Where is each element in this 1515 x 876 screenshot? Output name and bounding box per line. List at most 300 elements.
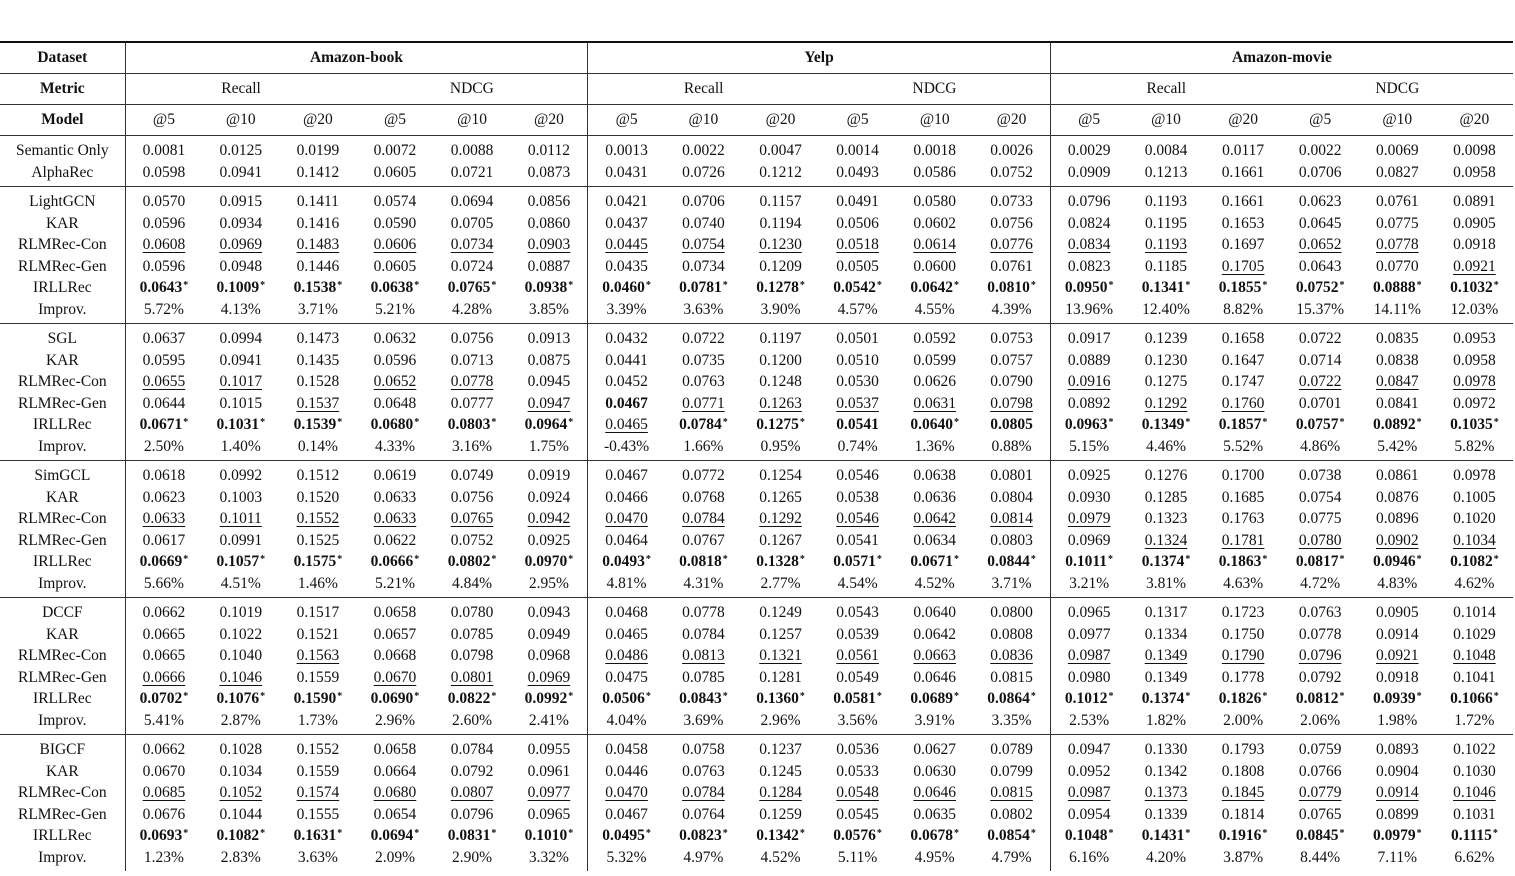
metric-value: 0.0642 xyxy=(913,510,957,527)
metric-value: 0.0735 xyxy=(682,351,725,369)
metric-value: 0.0665 xyxy=(142,647,186,664)
metric-value-cell xyxy=(1127,414,1204,436)
metric-value-cell xyxy=(819,324,896,350)
metric-value-cell xyxy=(279,735,356,761)
metric-value-cell xyxy=(1127,551,1204,573)
metric-value: 0.1265 xyxy=(759,488,802,506)
metric-value-cell xyxy=(511,847,588,872)
metric-value-cell xyxy=(665,393,742,415)
significance-star: * xyxy=(876,554,882,565)
metric-value-cell xyxy=(742,162,819,187)
metric-value-cell xyxy=(202,371,279,393)
metric-value: 0.0992 xyxy=(524,690,568,707)
metric-value-cell xyxy=(279,782,356,804)
metric-value-cell xyxy=(125,324,202,350)
metric-value: 0.1010 xyxy=(524,827,568,844)
cutoff-header: @5 xyxy=(1050,105,1127,136)
metric-value-cell xyxy=(356,573,433,598)
metric-value-cell xyxy=(896,530,973,552)
metric-value-cell xyxy=(1282,393,1359,415)
metric-value: 0.0648 xyxy=(373,394,417,412)
significance-star: * xyxy=(1262,828,1268,839)
metric-value: 4.86% xyxy=(1300,437,1341,455)
metric-value: 0.0445 xyxy=(605,236,648,253)
table-row xyxy=(0,847,1513,872)
metric-value-cell xyxy=(973,508,1050,530)
model-name: RLMRec-Con xyxy=(0,782,125,804)
metric-value-cell xyxy=(819,393,896,415)
metric-value-cell xyxy=(665,350,742,372)
metric-value: 0.0470 xyxy=(605,510,648,527)
metric-value: 0.0467 xyxy=(605,805,648,823)
metric-value-cell xyxy=(434,551,511,573)
metric-value-cell xyxy=(896,256,973,278)
metric-value: 0.1259 xyxy=(759,805,802,823)
metric-value-cell xyxy=(1359,573,1436,598)
cutoff-header: @20 xyxy=(279,105,356,136)
metric-value: 0.0199 xyxy=(296,142,340,159)
metric-value-cell xyxy=(819,508,896,530)
metric-value-cell xyxy=(279,213,356,235)
metric-value-cell xyxy=(511,187,588,213)
metric-value-cell xyxy=(973,136,1050,162)
significance-star: * xyxy=(337,280,343,291)
metric-value-cell xyxy=(202,551,279,573)
metric-value-cell xyxy=(1436,256,1513,278)
metric-value-cell xyxy=(973,825,1050,847)
metric-value: 0.0942 xyxy=(527,510,571,527)
metric-value-cell xyxy=(588,187,665,213)
metric-value: 0.0756 xyxy=(450,330,494,347)
metric-value-cell xyxy=(588,436,665,461)
metric-value: 0.0952 xyxy=(1067,762,1111,780)
metric-value: 0.0666 xyxy=(142,668,186,686)
table-row xyxy=(0,461,1513,487)
model-name: RLMRec-Gen xyxy=(0,256,125,278)
model-name: RLMRec-Con xyxy=(0,645,125,667)
model-name: RLMRec-Gen xyxy=(0,393,125,415)
significance-star: * xyxy=(1339,280,1345,291)
metric-value: 0.0763 xyxy=(1298,604,1342,621)
metric-value-cell xyxy=(742,256,819,278)
metric-value: 0.0843 xyxy=(679,690,722,707)
metric-value: 0.0784 xyxy=(679,416,722,433)
table-row xyxy=(0,645,1513,667)
metric-value: 0.1373 xyxy=(1144,784,1188,801)
metric-value-cell xyxy=(1359,187,1436,213)
metric-value: 0.0759 xyxy=(1298,741,1342,758)
metric-value: 0.0668 xyxy=(373,647,417,664)
metric-value-cell xyxy=(819,551,896,573)
metric-value: 0.1029 xyxy=(1453,625,1496,643)
metric-value: 0.1416 xyxy=(296,214,340,232)
metric-value-cell xyxy=(356,761,433,783)
metric-value: 0.1031 xyxy=(1453,805,1496,823)
metric-value-cell xyxy=(511,461,588,487)
significance-star: * xyxy=(1030,691,1036,702)
metric-value-cell xyxy=(202,573,279,598)
metric-value: 0.0812 xyxy=(1295,690,1339,707)
metric-value: 5.82% xyxy=(1454,437,1495,455)
metric-value-cell xyxy=(1205,710,1282,735)
significance-star: * xyxy=(722,828,728,839)
metric-value-cell xyxy=(1359,530,1436,552)
metric-value-cell xyxy=(896,371,973,393)
metric-value-cell xyxy=(896,782,973,804)
metric-value-cell xyxy=(896,277,973,299)
metric-value-cell xyxy=(1127,187,1204,213)
metric-value-cell xyxy=(665,573,742,598)
significance-star: * xyxy=(1262,280,1268,291)
significance-star: * xyxy=(1416,691,1422,702)
metric-value: 0.0117 xyxy=(1222,142,1265,159)
metric-value-cell xyxy=(1050,847,1127,872)
metric-value-cell xyxy=(356,782,433,804)
metric-value: 0.0642 xyxy=(913,625,957,643)
metric-value-cell xyxy=(1282,136,1359,162)
metric-value-cell xyxy=(896,414,973,436)
metric-value-cell xyxy=(1205,234,1282,256)
metric-value: 5.66% xyxy=(143,574,184,592)
metric-value-cell xyxy=(511,573,588,598)
significance-star: * xyxy=(799,691,805,702)
cutoff-header: @5 xyxy=(588,105,665,136)
metric-value-cell xyxy=(356,598,433,624)
significance-star: * xyxy=(568,554,574,565)
metric-value-cell xyxy=(665,371,742,393)
metric-value-cell xyxy=(434,735,511,761)
model-name: RLMRec-Con xyxy=(0,234,125,256)
metric-value-cell xyxy=(588,551,665,573)
metric-value-cell xyxy=(511,804,588,826)
significance-star: * xyxy=(1108,280,1114,291)
metric-value: 0.0803 xyxy=(990,531,1033,549)
metric-value: 0.0726 xyxy=(682,163,725,181)
metric-value: 0.0713 xyxy=(450,351,494,369)
model-name: SGL xyxy=(0,324,125,350)
metric-value-cell xyxy=(742,371,819,393)
metric-ndcg: NDCG xyxy=(356,74,587,105)
metric-value-cell xyxy=(279,530,356,552)
metric-value-cell xyxy=(1127,213,1204,235)
metric-value: 0.74% xyxy=(837,437,878,455)
metric-value-cell xyxy=(1205,371,1282,393)
metric-value-cell xyxy=(202,487,279,509)
metric-value: 0.0633 xyxy=(373,510,417,527)
metric-value: 4.46% xyxy=(1145,437,1187,455)
metric-value: 0.0779 xyxy=(1298,784,1342,801)
metric-value-cell xyxy=(125,350,202,372)
metric-value-cell xyxy=(434,436,511,461)
metric-value-cell xyxy=(511,598,588,624)
metric-value-cell xyxy=(1127,256,1204,278)
metric-value: 0.0914 xyxy=(1375,625,1419,643)
metric-value-cell xyxy=(1205,487,1282,509)
metric-value-cell xyxy=(742,761,819,783)
metric-value: 0.1157 xyxy=(759,193,802,210)
metric-value-cell xyxy=(1282,624,1359,646)
metric-value: 0.0970 xyxy=(524,553,568,570)
metric-value-cell xyxy=(1127,136,1204,162)
metric-value: 4.52% xyxy=(914,574,955,592)
metric-value-cell xyxy=(1282,645,1359,667)
metric-value: 0.0904 xyxy=(1375,762,1419,780)
metric-value: 0.0805 xyxy=(990,416,1033,433)
metric-value: 0.0876 xyxy=(1375,488,1419,506)
metric-value: 0.1022 xyxy=(1453,741,1496,758)
metric-value-cell xyxy=(125,461,202,487)
metric-value-cell xyxy=(434,324,511,350)
metric-value: 0.1012 xyxy=(1064,690,1108,707)
metric-value: 0.0022 xyxy=(682,142,725,159)
metric-value-cell xyxy=(665,782,742,804)
metric-value: 0.0835 xyxy=(1375,330,1419,347)
metric-value: 0.1517 xyxy=(296,604,340,621)
metric-value: 0.1263 xyxy=(759,394,802,412)
metric-value: 0.0979 xyxy=(1067,510,1111,527)
metric-value: 0.1814 xyxy=(1221,805,1265,823)
metric-value-cell xyxy=(1127,598,1204,624)
metric-value-cell xyxy=(665,162,742,187)
metric-value-cell xyxy=(356,667,433,689)
metric-value: 0.0854 xyxy=(987,827,1030,844)
metric-ndcg: NDCG xyxy=(1282,74,1513,105)
metric-value: 0.0803 xyxy=(447,416,491,433)
metric-value: 0.0733 xyxy=(990,193,1033,210)
metric-value: 0.0915 xyxy=(219,193,263,210)
metric-value: 0.0642 xyxy=(910,279,954,296)
metric-value-cell xyxy=(742,436,819,461)
metric-value: 0.0605 xyxy=(373,163,417,181)
dataset-label: Dataset xyxy=(0,42,125,74)
metric-value: 0.0421 xyxy=(605,193,648,210)
metric-value: 0.0777 xyxy=(450,394,494,412)
metric-value: 0.0838 xyxy=(1375,351,1419,369)
metric-value-cell xyxy=(742,324,819,350)
significance-star: * xyxy=(1185,828,1191,839)
metric-value: 2.90% xyxy=(452,848,493,866)
significance-star: * xyxy=(337,828,343,839)
metric-value: 0.0896 xyxy=(1375,510,1419,527)
metric-value: 0.0602 xyxy=(913,214,957,232)
model-name: RLMRec-Con xyxy=(0,371,125,393)
metric-value-cell xyxy=(356,825,433,847)
metric-value-cell xyxy=(1050,508,1127,530)
metric-value-cell xyxy=(511,162,588,187)
metric-value-cell xyxy=(125,487,202,509)
metric-value-cell xyxy=(665,688,742,710)
metric-value-cell xyxy=(1050,187,1127,213)
metric-value: 0.0770 xyxy=(1375,257,1419,275)
metric-value: 0.0979 xyxy=(1372,827,1416,844)
metric-value: 0.0533 xyxy=(836,762,879,780)
metric-value-cell xyxy=(1282,487,1359,509)
metric-value-cell xyxy=(896,324,973,350)
metric-value: 0.0112 xyxy=(527,142,570,159)
metric-value-cell xyxy=(973,573,1050,598)
metric-value: 0.1230 xyxy=(1144,351,1188,369)
significance-star: * xyxy=(260,417,266,428)
metric-value: 0.0831 xyxy=(447,827,491,844)
model-name: KAR xyxy=(0,350,125,372)
metric-value-cell xyxy=(125,256,202,278)
metric-value-cell xyxy=(973,598,1050,624)
metric-value: 0.1034 xyxy=(1453,531,1496,549)
metric-value-cell xyxy=(202,299,279,324)
significance-star: * xyxy=(722,691,728,702)
metric-value-cell xyxy=(1282,761,1359,783)
metric-value: 3.71% xyxy=(297,300,338,318)
metric-value-cell xyxy=(511,530,588,552)
metric-value-cell xyxy=(665,324,742,350)
metric-value: 0.0657 xyxy=(373,625,417,643)
metric-value-cell xyxy=(588,847,665,872)
metric-value: 0.0823 xyxy=(679,827,722,844)
metric-value-cell xyxy=(511,350,588,372)
metric-value: 0.1115 xyxy=(1450,827,1492,844)
metric-value: 0.1281 xyxy=(759,668,802,686)
metric-value-cell xyxy=(202,735,279,761)
metric-value: 0.1048 xyxy=(1064,827,1108,844)
metric-value-cell xyxy=(202,847,279,872)
model-name: Improv. xyxy=(0,847,125,872)
metric-value-cell xyxy=(1359,436,1436,461)
metric-value: 0.0437 xyxy=(605,214,648,232)
metric-value: 0.0765 xyxy=(450,510,494,527)
metric-value: 0.1005 xyxy=(1453,488,1496,506)
metric-value-cell xyxy=(896,804,973,826)
metric-value: 0.0909 xyxy=(1067,163,1111,181)
metric-value: 0.0804 xyxy=(990,488,1033,506)
metric-value: 0.0590 xyxy=(373,214,417,232)
metric-value-cell xyxy=(1205,299,1282,324)
metric-value: 0.0781 xyxy=(679,279,722,296)
metric-value: 0.0778 xyxy=(1298,625,1342,643)
metric-value: 0.0600 xyxy=(913,257,957,275)
significance-star: * xyxy=(491,691,497,702)
metric-value-cell xyxy=(1050,598,1127,624)
significance-star: * xyxy=(722,554,728,565)
metric-value: 0.0627 xyxy=(913,741,957,758)
significance-star: * xyxy=(260,691,266,702)
metric-value-cell xyxy=(588,256,665,278)
metric-value-cell xyxy=(202,414,279,436)
metric-value: 0.0470 xyxy=(605,784,648,801)
metric-value-cell xyxy=(742,573,819,598)
metric-value: 0.0721 xyxy=(450,163,494,181)
metric-value-cell xyxy=(1359,645,1436,667)
metric-value-cell xyxy=(1127,804,1204,826)
metric-value-cell xyxy=(202,136,279,162)
metric-value: 0.0740 xyxy=(682,214,725,232)
metric-value: 0.0958 xyxy=(1453,163,1496,181)
metric-value-cell xyxy=(1282,324,1359,350)
metric-value: 0.0638 xyxy=(913,467,957,484)
metric-value-cell xyxy=(973,847,1050,872)
significance-star: * xyxy=(799,417,805,428)
metric-value: 0.0608 xyxy=(142,236,186,253)
metric-value-cell xyxy=(896,436,973,461)
metric-value: 0.1685 xyxy=(1221,488,1265,506)
metric-value-cell xyxy=(896,847,973,872)
metric-value: 0.0921 xyxy=(1453,257,1496,275)
metric-value: 0.0702 xyxy=(139,690,183,707)
table-row xyxy=(0,761,1513,783)
metric-value-cell xyxy=(1359,414,1436,436)
metric-value: 0.0501 xyxy=(836,330,879,347)
metric-value: 5.15% xyxy=(1069,437,1110,455)
metric-value-cell xyxy=(896,162,973,187)
metric-value: 0.1197 xyxy=(759,330,802,347)
metric-value-cell xyxy=(1436,624,1513,646)
metric-value: 0.1339 xyxy=(1144,805,1188,823)
metric-value: 0.0018 xyxy=(913,142,957,159)
significance-star: * xyxy=(183,691,189,702)
metric-value-cell xyxy=(1282,530,1359,552)
metric-value: 0.0664 xyxy=(373,762,417,780)
metric-value-cell xyxy=(125,825,202,847)
metric-value-cell xyxy=(1359,508,1436,530)
metric-value: 0.0665 xyxy=(142,625,186,643)
metric-value: 8.82% xyxy=(1223,300,1264,318)
metric-value: 0.0662 xyxy=(142,604,186,621)
metric-value-cell xyxy=(279,371,356,393)
table-row xyxy=(0,710,1513,735)
metric-value: 0.1046 xyxy=(219,668,263,686)
metric-value: 4.55% xyxy=(914,300,955,318)
metric-value: 4.04% xyxy=(606,711,647,729)
metric-value-cell xyxy=(1359,624,1436,646)
metric-value: 0.0798 xyxy=(450,647,494,664)
significance-star: * xyxy=(1262,554,1268,565)
metric-value-cell xyxy=(819,213,896,235)
metric-value: 4.31% xyxy=(683,574,724,592)
significance-star: * xyxy=(722,417,728,428)
metric-value-cell xyxy=(1282,710,1359,735)
significance-star: * xyxy=(414,691,420,702)
metric-value-cell xyxy=(1359,371,1436,393)
metric-value: 4.13% xyxy=(220,300,261,318)
metric-value: 0.0506 xyxy=(602,690,645,707)
metric-value-cell xyxy=(1436,667,1513,689)
metric-value-cell xyxy=(819,136,896,162)
metric-value-cell xyxy=(202,213,279,235)
metric-value: 0.1411 xyxy=(296,193,339,210)
model-name: KAR xyxy=(0,624,125,646)
metric-value: 0.1057 xyxy=(216,553,260,570)
metric-value-cell xyxy=(819,256,896,278)
metric-value-cell xyxy=(588,234,665,256)
metric-value-cell xyxy=(896,761,973,783)
metric-value-cell xyxy=(588,624,665,646)
table-row xyxy=(0,782,1513,804)
metric-value: 0.1658 xyxy=(1221,330,1265,347)
metric-value: 0.0892 xyxy=(1372,416,1416,433)
metric-value-cell xyxy=(511,688,588,710)
metric-value: 0.1555 xyxy=(296,805,340,823)
metric-value: 0.0784 xyxy=(682,510,725,527)
metric-value: 0.0789 xyxy=(990,741,1033,758)
metric-value-cell xyxy=(202,324,279,350)
metric-value-cell xyxy=(434,414,511,436)
metric-value: 0.1278 xyxy=(756,279,799,296)
metric-value-cell xyxy=(1359,234,1436,256)
metric-value: 0.0950 xyxy=(1064,279,1108,296)
metric-value: 0.1697 xyxy=(1221,236,1265,253)
metric-value-cell xyxy=(665,825,742,847)
table-body xyxy=(0,136,1513,872)
metric-value-cell xyxy=(1127,645,1204,667)
